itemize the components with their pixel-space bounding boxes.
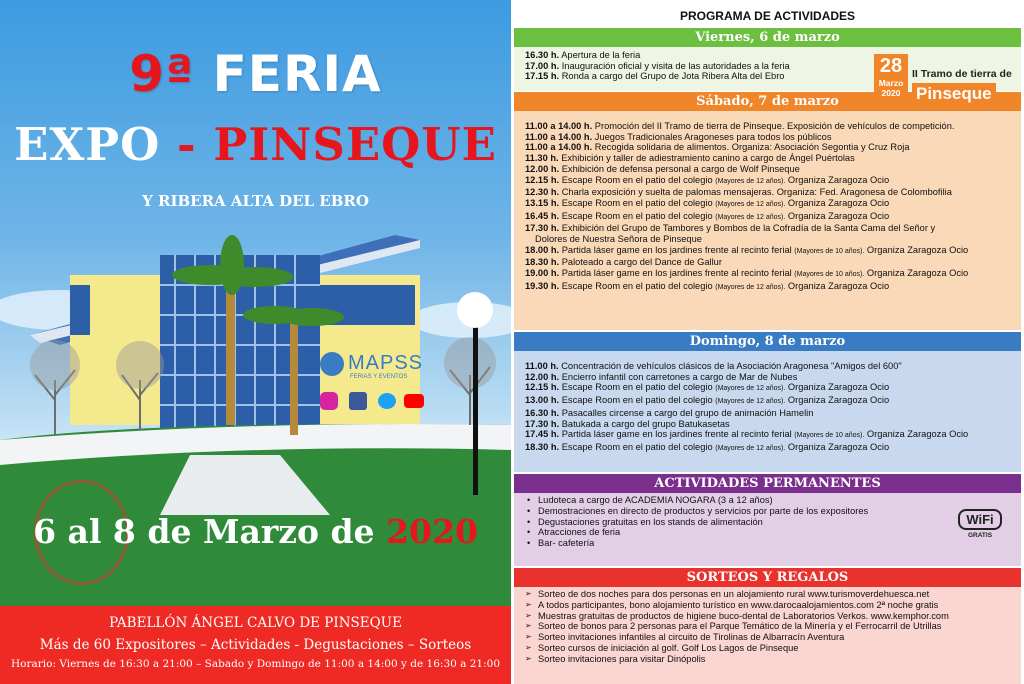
permanent-item: • Degustaciones gratuitas en los stands de alimentación [525, 517, 1021, 528]
schedule-row [525, 245, 1021, 258]
row-time: 16.30 h. [525, 407, 560, 418]
poster-panel [0, 0, 511, 684]
schedule-row [525, 198, 1021, 211]
sabado-section [514, 92, 1021, 330]
row-age: (Mayores de 12 años). [715, 200, 786, 208]
poster-footer [0, 606, 511, 684]
schedule-row [525, 132, 1021, 143]
poster-title [0, 45, 511, 103]
raffle-item: ➢ A todos participantes, bono alojamiento turístico en www.darocaalojamientos.com 2ª noche gratis [525, 600, 1021, 611]
program-panel [511, 0, 1024, 684]
row-time: 11.00 h. [525, 361, 559, 371]
row-org: Organiza Zaragoza Ocio [866, 429, 969, 440]
row-time: 17.30 h. [525, 223, 560, 234]
footer-venue: PABELLÓN ÁNGEL CALVO DE PINSEQUE [109, 615, 402, 631]
row-time: 16.30 h. [525, 50, 560, 60]
permanent-item: • Demostraciones en directo de productos y servicios por parte de los expositores [525, 506, 1021, 517]
row-time: 13.15 h. [525, 197, 560, 208]
row-desc: Juegos Tradicionales Aragoneses para todos los públicos [594, 131, 832, 142]
mapss-brand: MAPSS [348, 352, 424, 374]
wifi-badge [958, 509, 1002, 539]
row-age: (Mayores de 12 años). [715, 444, 786, 452]
footer-hours: Horario: Viernes de 16:30 a 21:00 – Sabado y Domingo de 11:00 a 14:00 y de 16:30 a 21:00 [10, 658, 501, 670]
row-desc: Charla exposición y suelta de palomas mensajeras. Organiza: Fed. Aragonesa de Colombofilia [561, 187, 952, 198]
row-time: 18.30 h. [525, 441, 560, 452]
schedule-row [525, 223, 1021, 234]
schedule-row [525, 395, 1021, 408]
row-desc: Escape Room en el patio del colegio [561, 382, 713, 393]
row-desc: Escape Room en el patio del colegio [561, 210, 713, 221]
row-time: 12.15 h. [525, 174, 560, 185]
expo-word: EXPO [14, 118, 161, 171]
schedule-row [525, 408, 1021, 419]
row-desc: Escape Room en el patio del colegio [561, 395, 713, 406]
row-desc: Paloteado a cargo del Dance de Gallur [561, 257, 722, 268]
row-age: (Mayores de 10 años). [794, 432, 865, 440]
row-org: Organiza Zaragoza Ocio [787, 197, 890, 208]
sabado-title: Sábado, 7 de marzo [514, 92, 1021, 111]
row-time: 17.00 h. [525, 60, 560, 71]
schedule-row [525, 429, 1021, 442]
mapss-brand-sub: FERIAS Y EVENTOS [350, 374, 408, 380]
row-desc: Dolores de Nuestra Señora de Pinseque [535, 234, 702, 245]
program-heading: PROGRAMA DE ACTIVIDADES [679, 9, 856, 23]
domingo-section [514, 332, 1021, 472]
row-age: (Mayores de 10 años). [794, 247, 865, 255]
row-desc: Ronda a cargo del Grupo de Jota Ribera Alta del Ebro [561, 71, 785, 82]
rally-badge [874, 54, 1012, 106]
schedule-row [525, 211, 1021, 224]
row-age: (Mayores de 12 años). [715, 177, 786, 185]
edition-number: 9ª [129, 45, 195, 103]
row-desc: Pasacalles circense a cargo del grupo de animación Hamelin [561, 407, 814, 418]
row-age: (Mayores de 10 años). [794, 271, 865, 279]
row-desc: Escape Room en el patio del colegio [561, 280, 713, 291]
sorteos-section [514, 568, 1021, 684]
schedule-row [525, 153, 1021, 164]
row-age: (Mayores de 12 años). [715, 283, 786, 291]
poster-expo-title [0, 118, 511, 171]
schedule-row [525, 164, 1021, 175]
schedule-row [525, 442, 1021, 455]
footer-features: Más de 60 Expositores – Actividades - Degustaciones – Sorteos [39, 637, 472, 653]
row-org: Organiza Zaragoza Ocio [787, 395, 890, 406]
instagram-icon[interactable] [320, 392, 338, 410]
row-time: 12.00 h. [525, 163, 560, 174]
row-time: 17.45 h. [525, 429, 560, 440]
row-desc: Recogida solidaria de alimentos. Organiza: Asociación Segontia y Cruz Roja [594, 142, 910, 153]
schedule-row [525, 142, 1021, 153]
row-org: Organiza Zaragoza Ocio [866, 244, 969, 255]
raffle-item: ➢ Sorteo invitaciones infantiles al circuito de Tirolinas de Albarracín Aventura [525, 632, 1021, 643]
row-desc: Encierro infantil con carretones a cargo de Mar de Nubes [561, 371, 798, 382]
row-desc: Escape Room en el patio del colegio [561, 441, 713, 452]
raffle-item: ➢ Sorteo de dos noches para dos personas en un alojamiento rural www.turismoverdehuesca.net [525, 589, 1021, 600]
youtube-icon[interactable] [404, 394, 424, 408]
wifi-icon: WiFi [958, 509, 1002, 530]
row-time: 18.30 h. [525, 257, 560, 268]
sorteos-title: SORTEOS Y REGALOS [514, 568, 1021, 587]
expo-dash: - [177, 118, 197, 171]
poster-subtitle: Y RIBERA ALTA DEL EBRO [142, 192, 369, 210]
feria-word: FERIA [212, 45, 382, 103]
permanent-item: • Atracciones de feria [525, 527, 1021, 538]
row-desc: Exhibición de defensa personal a cargo de Wolf Pinseque [561, 163, 800, 174]
row-desc: Escape Room en el patio del colegio [561, 174, 713, 185]
row-time: 17.15 h. [525, 71, 560, 82]
schedule-row [525, 281, 1021, 294]
schedule-row [525, 257, 1021, 268]
badge-line2: Pinseque [912, 83, 996, 104]
badge-year: 2020 [881, 88, 901, 98]
raffle-item: ➢ Sorteo invitaciones para visitar Dinópolis [525, 654, 1021, 665]
row-time: 19.30 h. [525, 280, 560, 291]
town-word: PINSEQUE [213, 118, 497, 171]
fair-dates [0, 512, 511, 551]
schedule-row [525, 372, 1021, 383]
schedule-row [525, 234, 1021, 245]
schedule-row [525, 361, 1021, 372]
row-age: (Mayores de 12 años). [715, 213, 786, 221]
schedule-row [525, 175, 1021, 188]
row-age: (Mayores de 12 años). [715, 385, 786, 393]
row-desc: Exhibición y taller de adiestramiento canino a cargo de Ángel Puértolas [561, 153, 855, 164]
row-org: Organiza Zaragoza Ocio [787, 280, 890, 291]
row-desc: Partida láser game en los jardines frente al recinto ferial [561, 268, 792, 279]
raffle-item: ➢ Muestras gratuitas de productos de higiene buco-dental de Laboratorios Verkos. www.kemphor.com [525, 611, 1021, 622]
dates-text: 6 al 8 de Marzo de [33, 512, 375, 551]
raffle-item: ➢ Sorteo de bonos para 2 personas para el Parque Temático de la Minería y el Ferrocarril de Utrillas [525, 621, 1021, 632]
viernes-title: Viernes, 6 de marzo [514, 28, 1021, 47]
permanent-item: • Ludoteca a cargo de ACADEMIA NOGARA (3 a 12 años) [525, 495, 1021, 506]
permanentes-section [514, 474, 1021, 566]
badge-date [874, 54, 908, 106]
badge-month: Marzo [878, 78, 904, 88]
row-time: 11.00 a 14.00 h. [525, 121, 593, 131]
row-desc: Concentración de vehículos clásicos de la Asociación Aragonesa "Amigos del 600" [561, 361, 902, 371]
row-time: 13.00 h. [525, 395, 560, 406]
schedule-row [525, 187, 1021, 198]
row-time: 17.30 h. [525, 418, 560, 429]
row-time: 12.15 h. [525, 382, 560, 393]
row-org: Organiza Zaragoza Ocio [866, 268, 969, 279]
row-time: 11.00 a 14.00 h. [525, 131, 593, 142]
row-org: Organiza Zaragoza Ocio [787, 174, 890, 185]
row-desc: Apertura de la feria [561, 50, 641, 60]
row-time: 11.00 a 14.00 h. [525, 142, 593, 153]
schedule-row [525, 268, 1021, 281]
raffle-item: ➢ Sorteo cursos de iniciación al golf. Golf Los Lagos de Pinseque [525, 643, 1021, 654]
dates-year: 2020 [386, 512, 478, 551]
domingo-title: Domingo, 8 de marzo [514, 332, 1021, 351]
row-desc: Escape Room en el patio del colegio [561, 197, 713, 208]
schedule-row [525, 419, 1021, 430]
row-desc: Partida láser game en los jardines frente al recinto ferial [561, 244, 792, 255]
row-time: 11.30 h. [525, 153, 559, 164]
wifi-sub: GRATIS [967, 532, 993, 539]
twitter-icon[interactable] [378, 393, 396, 409]
permanent-item: • Bar- cafetería [525, 538, 1021, 549]
badge-day: 28 [879, 55, 903, 77]
row-org: Organiza Zaragoza Ocio [787, 382, 890, 393]
badge-line1: II Tramo de tierra de [912, 68, 1012, 80]
row-time: 12.30 h. [525, 187, 560, 198]
schedule-row [525, 121, 1021, 132]
row-org: Organiza Zaragoza Ocio [787, 210, 890, 221]
row-desc: Inauguración oficial y visita de las autoridades a la feria [561, 60, 790, 71]
row-time: 19.00 h. [525, 268, 560, 279]
row-time: 12.00 h. [525, 371, 560, 382]
mapss-play-icon [320, 352, 344, 376]
schedule-row [525, 382, 1021, 395]
permanentes-title: ACTIVIDADES PERMANENTES [514, 474, 1021, 493]
row-desc: Exhibición del Grupo de Tambores y Bombos de la Cofradía de la Santa Cama del Señor y [561, 223, 936, 234]
row-org: Organiza Zaragoza Ocio [787, 441, 890, 452]
facebook-icon[interactable] [349, 392, 367, 410]
row-desc: Promoción del II Tramo de tierra de Pinseque. Exposición de vehículos de competición. [594, 121, 955, 131]
row-time: 16.45 h. [525, 210, 560, 221]
row-desc: Partida láser game en los jardines frente al recinto ferial [561, 429, 792, 440]
row-time: 18.00 h. [525, 244, 560, 255]
row-age: (Mayores de 12 años). [715, 398, 786, 406]
row-desc: Batukada a cargo del grupo Batukasetas [561, 418, 730, 429]
